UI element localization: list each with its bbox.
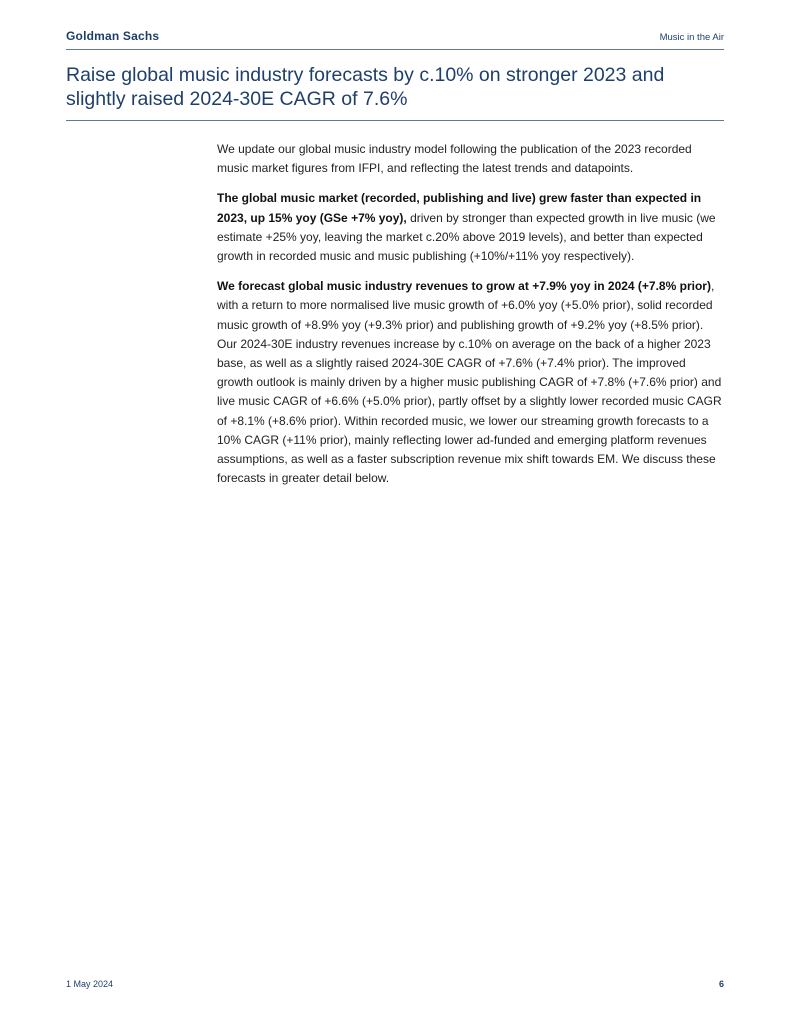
brand-name: Goldman Sachs [66,29,160,43]
paragraph-forecast-text: , with a return to more normalised live music growth of +6.0% yoy (+5.0% prior), solid recorded music growth of +8.9% yoy (+9.3% prior) and publishing growth of +9.2% yoy (+8.5% prior). Our 2024-30E industry revenues increase by c.10% on average on the back of a higher 2023 base, as well as a slightly raised 2024-30E CAGR of +7.6% (+7.4% prior). The improved growth outlook is mainly driven by a higher music publishing CAGR of +7.8% (+7.6% prior) and live music CAGR of +6.6% (+5.0% prior), partly offset by a slightly lower recorded music CAGR of +8.1% (+8.6% prior). Within recorded music, we lower our streaming growth forecasts to a 10% CAGR (+11% prior), mainly reflecting lower ad-funded and emerging platform revenues assumptions, as well as a faster subscription revenue mix shift towards EM. We discuss these forecasts in greater detail below. [217,279,722,486]
body-text [217,140,725,499]
page-number: 6 [718,979,724,989]
paragraph-intro [217,140,725,178]
paragraph-forecast-lead: We forecast global music industry revenues to grow at +7.9% yoy in 2024 (+7.8% prior) [217,279,711,294]
headline-divider [66,120,724,121]
report-title: Music in the Air [659,32,724,43]
paragraph-market-growth-lead: The global music market (recorded, publishing and live) grew faster than expected in 2023, up 15% yoy (GSe +7% yoy), [217,191,702,225]
paragraph-market-growth-text: driven by stronger than expected growth in live music (we estimate +25% yoy, leaving the market c.20% above 2019 levels), and better than expected growth in recorded music and music publishing (+10%/+11% yoy respectively). [217,210,716,264]
header-divider [66,49,724,50]
publication-date: 1 May 2024 [66,979,114,989]
paragraph-forecast [217,277,725,488]
paragraph-intro-text: We update our global music industry model following the publication of the 2023 recorded music market figures from IFPI, and reflecting the latest trends and datapoints. [217,142,692,176]
section-headline: Raise global music industry forecasts by c.10% on stronger 2023 and slightly raised 2024-30E CAGR of 7.6% [66,64,665,110]
paragraph-market-growth [217,189,725,266]
